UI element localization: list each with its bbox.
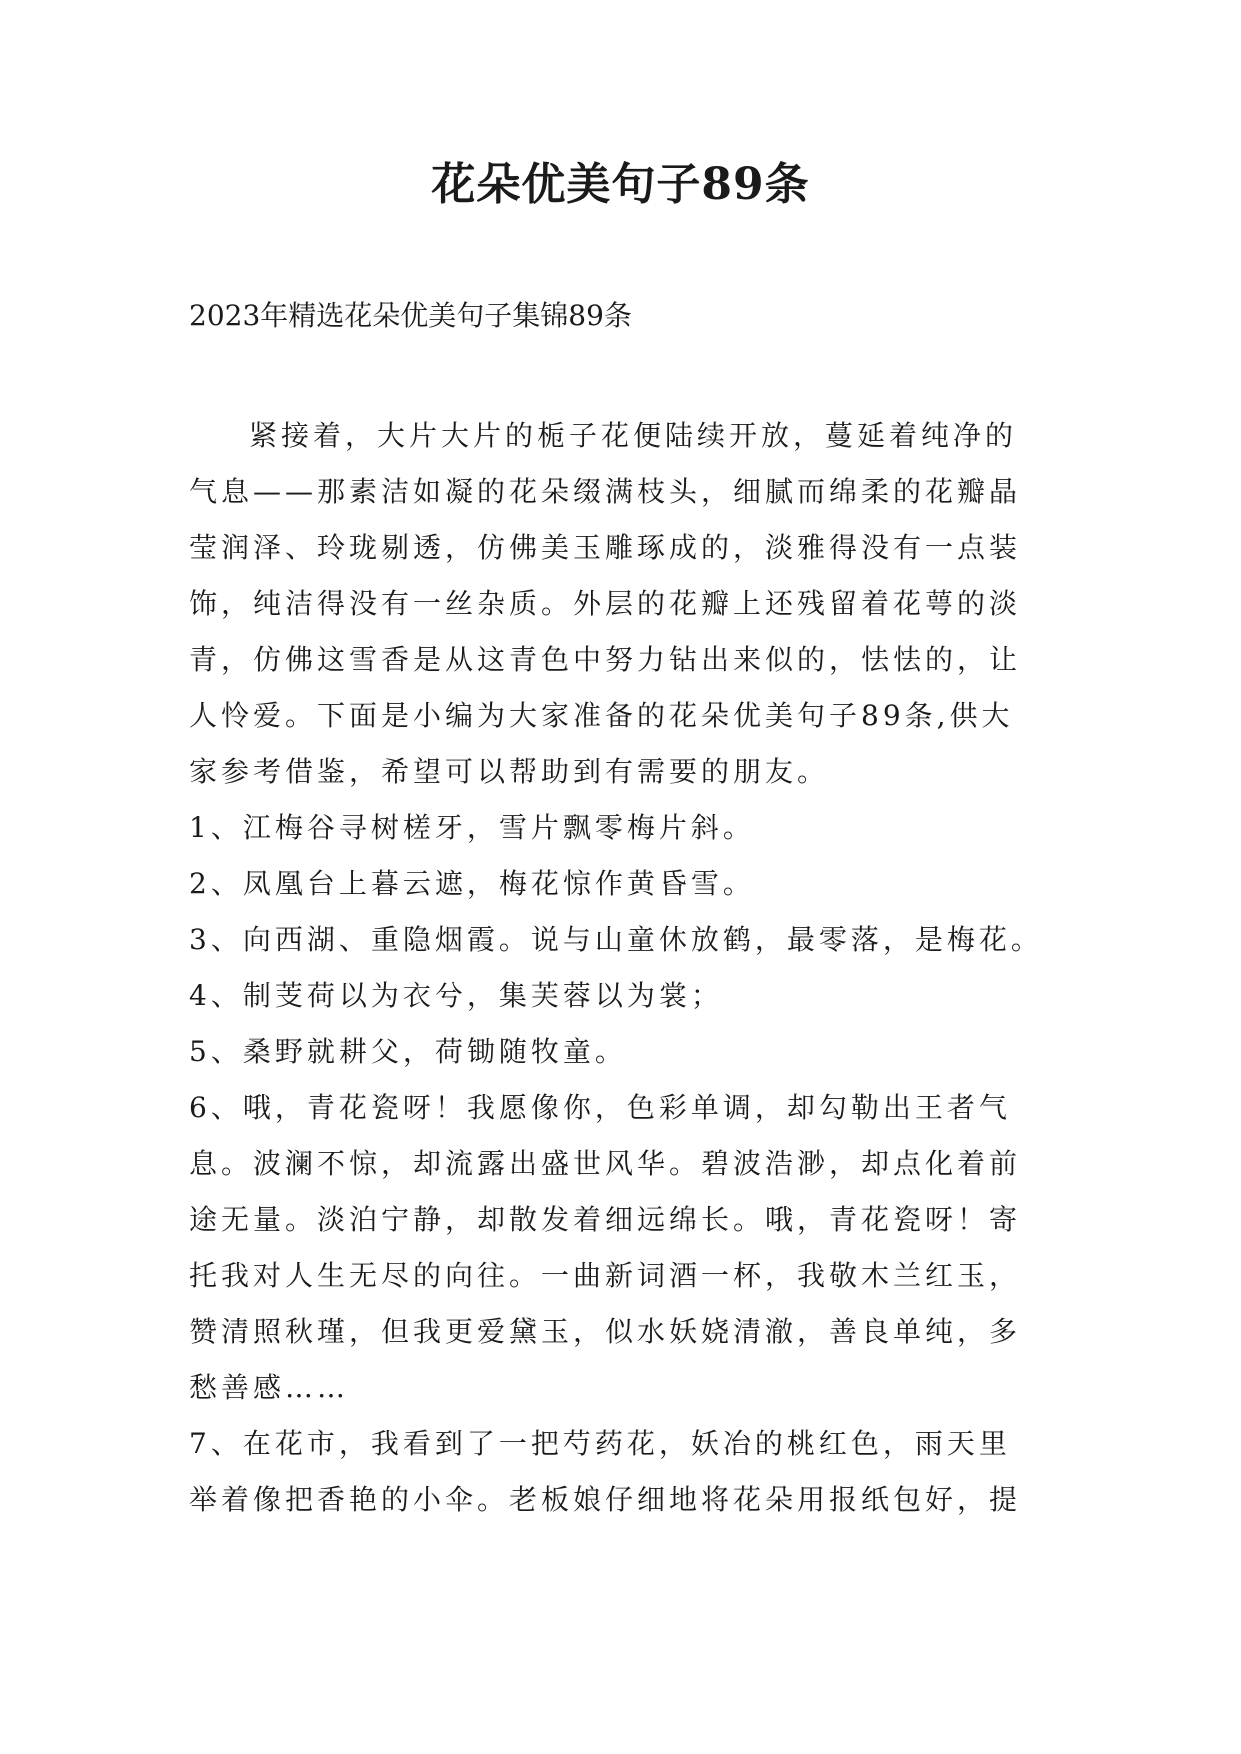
list-item-continuation: 赞清照秋瑾，但我更爱黛玉，似水妖娆清澈，善良单纯，多 (189, 1315, 1022, 1348)
list-item: 6、哦，青花瓷呀！我愿像你，色彩单调，却勾勒出王者气 (189, 1091, 1011, 1124)
list-item: 1、江梅谷寻树槎牙，雪片飘零梅片斜。 (189, 811, 755, 844)
document-title: 花朵优美句子89条 (431, 159, 810, 210)
paragraph-line: 青，仿佛这雪香是从这青色中努力钻出来似的，怯怯的，让 (189, 643, 1022, 676)
paragraph-line: 饰，纯洁得没有一丝杂质。外层的花瓣上还残留着花萼的淡 (189, 587, 1022, 620)
paragraph-line: 紧接着，大片大片的栀子花便陆续开放，蔓延着纯净的 (249, 419, 1018, 452)
paragraph-line: 气息——那素洁如凝的花朵缀满枝头，细腻而绵柔的花瓣晶 (189, 475, 1022, 508)
list-item: 5、桑野就耕父，荷锄随牧童。 (189, 1035, 627, 1068)
list-item: 7、在花市，我看到了一把芍药花，妖冶的桃红色，雨天里 (189, 1427, 1011, 1460)
paragraph-line: 家参考借鉴，希望可以帮助到有需要的朋友。 (189, 755, 830, 788)
list-item-continuation: 举着像把香艳的小伞。老板娘仔细地将花朵用报纸包好，提 (189, 1483, 1022, 1516)
list-item: 3、向西湖、重隐烟霞。说与山童休放鹤，最零落，是梅花。 (189, 923, 1043, 956)
document-body (189, 408, 1069, 1528)
paragraph-line: 莹润泽、玲珑剔透，仿佛美玉雕琢成的，淡雅得没有一点装 (189, 531, 1022, 564)
paragraph-line: 人怜爱。下面是小编为大家准备的花朵优美句子89条,供大 (189, 699, 1014, 732)
list-item: 4、制芰荷以为衣兮，集芙蓉以为裳； (189, 979, 723, 1012)
list-item: 2、凤凰台上暮云遮，梅花惊作黄昏雪。 (189, 867, 755, 900)
document-subtitle: 2023年精选花朵优美句子集锦89条 (189, 299, 632, 332)
list-item-continuation: 途无量。淡泊宁静，却散发着细远绵长。哦，青花瓷呀！寄 (189, 1203, 1022, 1236)
list-item-continuation: 息。波澜不惊，却流露出盛世风华。碧波浩渺，却点化着前 (189, 1147, 1022, 1180)
list-item-continuation: 愁善感…… (189, 1371, 350, 1404)
list-item-continuation: 托我对人生无尽的向往。一曲新词酒一杯，我敬木兰红玉， (189, 1259, 1022, 1292)
